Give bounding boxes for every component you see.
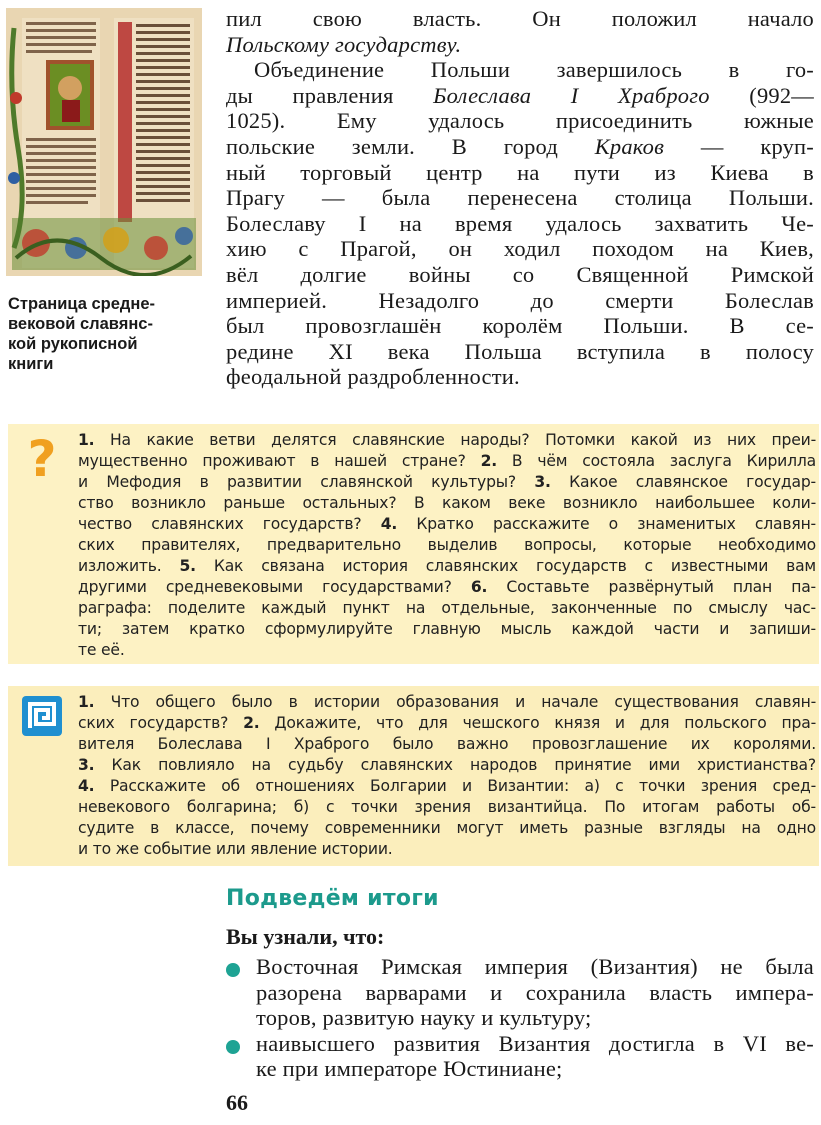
- text-fragment: мущественно проживают в нашей стране?: [78, 452, 481, 470]
- manuscript-page-image: [6, 8, 202, 276]
- question-number: 1.: [78, 431, 95, 449]
- text-line: торов, развитую науку и культуру;: [256, 1005, 592, 1031]
- text-fragment: Что общего было в истории образования и начале существования славян-: [94, 693, 816, 711]
- text-line: [78, 755, 816, 776]
- text-line: Прагу — была перенесена столица Польши.: [226, 185, 814, 211]
- tasks-box: [8, 686, 819, 866]
- text-fragment: — круп-: [664, 133, 814, 159]
- caption-line: кой рукописной: [8, 335, 138, 353]
- text-fragment: Докажите, что для чешского князя и для польского пра-: [259, 714, 817, 732]
- summary-list: [226, 954, 814, 1082]
- task-number: 4.: [78, 777, 95, 795]
- question-number: 6.: [470, 578, 488, 596]
- caption-line: Страница средне-: [8, 295, 156, 313]
- question-mark-icon: ?: [27, 430, 57, 488]
- text-line: ских правителях, предварительно выделив вопросы, которые необходимо: [78, 536, 816, 554]
- text-line: [226, 83, 814, 109]
- text-line: раграфа: поделите каждый пункт на отдельные, законченные по смыслу час-: [78, 599, 816, 617]
- text-line: феодальной раздробленности.: [226, 364, 520, 390]
- text-line: был провозглашён королём Польши. В се-: [226, 313, 814, 339]
- list-item: [226, 954, 814, 1031]
- text-line: невекового болгарина; б) с точки зрения византийца. По итогам работы об-: [78, 798, 816, 816]
- text-fragment: чество славянских государств?: [78, 515, 381, 533]
- main-paragraph: [226, 6, 814, 390]
- text-line: пил свою власть. Он положил начало: [226, 6, 814, 31]
- text-line: вителя Болеслава I Храброго было важно провозглашение их королями.: [78, 735, 816, 753]
- text-fragment: (992—: [709, 82, 814, 108]
- text-line: ный торговый центр на пути из Киева в: [226, 159, 814, 185]
- text-fragment: изложить.: [78, 557, 180, 575]
- text-line: [226, 134, 814, 160]
- task-number: 3.: [78, 756, 95, 774]
- question-number: 3.: [534, 473, 551, 491]
- text-fragment: Как связана история славянских государств с известными вам: [195, 557, 816, 575]
- text-fragment: Какое славянское государ-: [550, 473, 816, 491]
- text-line: ти; затем кратко сформулируйте главную мысль каждой части и запиши-: [78, 620, 816, 638]
- text-line: вёл долгие войны со Священной Римской: [226, 261, 814, 287]
- text-line: 1025). Ему удалось присоединить южные: [226, 108, 814, 134]
- summary-heading: Подведём итоги: [226, 886, 439, 911]
- bullet-dot-icon: [226, 963, 240, 977]
- list-item: [226, 1031, 814, 1082]
- text-line: хию с Прагой, он ходил походом на Киев,: [226, 236, 814, 262]
- bullet-dot-icon: [226, 1040, 240, 1054]
- text-line: империей. Незадолго до смерти Болеслав: [226, 287, 814, 313]
- text-line: Восточная Римская империя (Византия) не была: [256, 954, 814, 979]
- text-line: [78, 556, 816, 577]
- text-line: Болеславу I на время удалось захватить Че-: [226, 210, 814, 236]
- text-fragment: ских государств?: [78, 714, 244, 732]
- text-line: [78, 472, 816, 493]
- krakow-name: Краков: [594, 133, 665, 159]
- text-fragment: На какие ветви делятся славянские народы? Потомки какой из них преи-: [94, 431, 816, 449]
- tasks-text: [78, 692, 816, 860]
- text-line: ке при императоре Юстиниане;: [256, 1056, 563, 1082]
- text-line: ство возникло раньше остальных? В каком веке возникло наибольшее коли-: [78, 494, 816, 512]
- text-line: [78, 713, 816, 734]
- text-line: [78, 514, 816, 535]
- summary-subheading: Вы узнали, что:: [226, 924, 385, 949]
- text-fragment: польские земли. В город: [226, 133, 595, 159]
- caption-line: книги: [8, 355, 54, 373]
- text-line: разорена варварами и сохранила власть импера-: [256, 979, 814, 1005]
- text-line: [78, 692, 816, 713]
- text-line: [78, 577, 816, 598]
- boleslav-name: Болеслава I Храброго: [433, 82, 710, 108]
- text-fragment: Расскажите об отношениях Болгарии и Византии: а) с точки зрения сред-: [94, 777, 816, 795]
- question-number: 2.: [480, 452, 497, 470]
- question-number: 5.: [179, 557, 196, 575]
- text-line: наивысшего развития Византия достигла в VI ве-: [256, 1030, 814, 1056]
- text-line: [78, 451, 816, 472]
- task-number: 1.: [78, 693, 95, 711]
- text-fragment: Кратко расскажите о знаменитых славян-: [397, 515, 816, 533]
- text-fragment: Как повлияло на судьбу славянских народов принятие ими христианства?: [94, 756, 816, 774]
- text-line: [78, 776, 816, 797]
- text-fragment: другими средневековыми государствами?: [78, 578, 471, 596]
- text-line: Польскому государству.: [226, 31, 462, 57]
- text-fragment: ды правления: [226, 82, 434, 108]
- image-caption: [8, 294, 208, 374]
- task-number: 2.: [243, 714, 260, 732]
- questions-box: [8, 424, 819, 664]
- text-line: те её.: [78, 641, 125, 659]
- text-fragment: и Мефодия в развитии славянской культуры?: [78, 473, 535, 491]
- text-line: редине XI века Польша вступила в полосу: [226, 338, 814, 364]
- spiral-icon: [22, 696, 62, 736]
- text-fragment: Составьте развёрнутый план па-: [487, 578, 816, 596]
- caption-line: вековой славянс-: [8, 315, 153, 333]
- text-line: и то же событие или явление истории.: [78, 840, 393, 858]
- text-line: [78, 430, 816, 451]
- questions-text: [78, 430, 816, 661]
- question-number: 4.: [380, 515, 398, 533]
- page-number: 66: [226, 1090, 248, 1115]
- text-fragment: В чём состояла заслуга Кирилла: [496, 452, 816, 470]
- text-line: судите в классе, почему современники могут иметь разные взгляды на одно: [78, 819, 816, 837]
- text-line: Объединение Польши завершилось в го-: [254, 57, 814, 83]
